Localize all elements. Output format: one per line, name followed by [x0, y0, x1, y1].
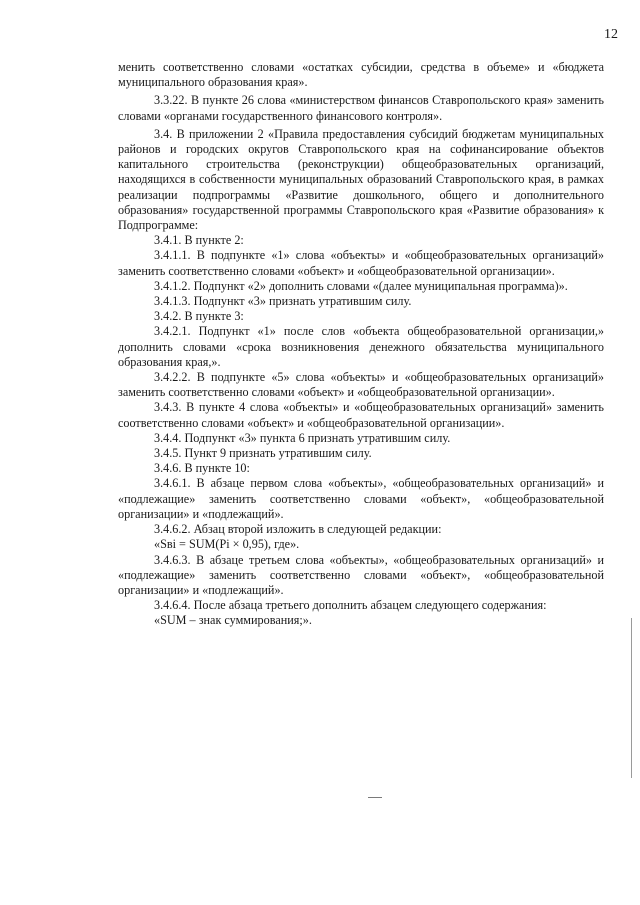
paragraph-3-4-6: 3.4.6. В пункте 10:: [154, 461, 250, 476]
paragraph-3-4: 3.4. В приложении 2 «Правила предоставления субсидий бюджетам муниципальных районов и городских округов Ставропольского края на софинансирование объектов капитального строительства (реконструкции) общеобразовательных организаций, находящихся в собственности муниципальных образований Ставропольского края, в рамках реализации подпрограммы «Развитие дошкольного, общего и дополнительного образования» государственной программы Ставропольского края «Развитие образования» к Подпрограмме:: [118, 126, 604, 233]
paragraph-3-4-3: 3.4.3. В пункте 4 слова «объекты» и «общеобразовательных организаций» заменить соответственно словами «объект» и «общеобразовательной организации».: [118, 400, 604, 430]
paragraph-continuation: менить соответственно словами «остатках субсидии, средства в объеме» и «бюджета муниципального образования края».: [118, 60, 604, 90]
scan-edge-line: [631, 618, 632, 778]
paragraph-3-4-6-3: 3.4.6.3. В абзаце третьем слова «объекты», «общеобразовательных организаций» и «подлежащие» заменить соответственно словами «объект», «общеобразовательной организации» и «подлежащий».: [118, 552, 604, 597]
formula-line: «Sвi = SUM(Pi × 0,95), где».: [154, 537, 300, 552]
sum-definition-line: «SUM – знак суммирования;».: [154, 613, 312, 628]
paragraph-3-4-5: 3.4.5. Пункт 9 признать утратившим силу.: [154, 446, 372, 461]
paragraph-3-4-1: 3.4.1. В пункте 2:: [154, 233, 244, 248]
paragraph-3-4-4: 3.4.4. Подпункт «3» пункта 6 признать утратившим силу.: [154, 430, 451, 445]
paragraph-3-3-22: 3.3.22. В пункте 26 слова «министерством финансов Ставропольского края» заменить словами «органами государственного финансового контроля».: [118, 93, 604, 123]
paragraph-3-4-2-1: 3.4.2.1. Подпункт «1» после слов «объекта общеобразовательной организации,» дополнить словами «срока возникновения денежного обязательства муниципального образования края,».: [118, 324, 604, 369]
paragraph-3-4-1-3: 3.4.1.3. Подпункт «3» признать утратившим силу.: [154, 294, 412, 309]
paragraph-3-4-2: 3.4.2. В пункте 3:: [154, 309, 244, 324]
paragraph-3-4-6-1: 3.4.6.1. В абзаце первом слова «объекты», «общеобразовательных организаций» и «подлежащие» заменить соответственно словами «объект», «общеобразовательной организации» и «подлежащий».: [118, 476, 604, 521]
paragraph-3-4-1-2: 3.4.1.2. Подпункт «2» дополнить словами «(далее муниципальная программа)».: [154, 278, 568, 293]
paragraph-3-4-6-4: 3.4.6.4. После абзаца третьего дополнить абзацем следующего содержания:: [154, 598, 547, 613]
page-number: 12: [604, 27, 618, 42]
paragraph-3-4-1-1: 3.4.1.1. В подпункте «1» слова «объекты» и «общеобразовательных организаций» заменить соответственно словами «объект» и «общеобразовательной организации».: [118, 248, 604, 278]
document-body: [118, 60, 604, 629]
paragraph-3-4-6-2: 3.4.6.2. Абзац второй изложить в следующей редакции:: [154, 522, 442, 537]
footer-dash: [368, 797, 382, 798]
paragraph-3-4-2-2: 3.4.2.2. В подпункте «5» слова «объекты» и «общеобразовательных организаций» заменить соответственно словами «объект» и «общеобразовательной организации».: [118, 370, 604, 400]
